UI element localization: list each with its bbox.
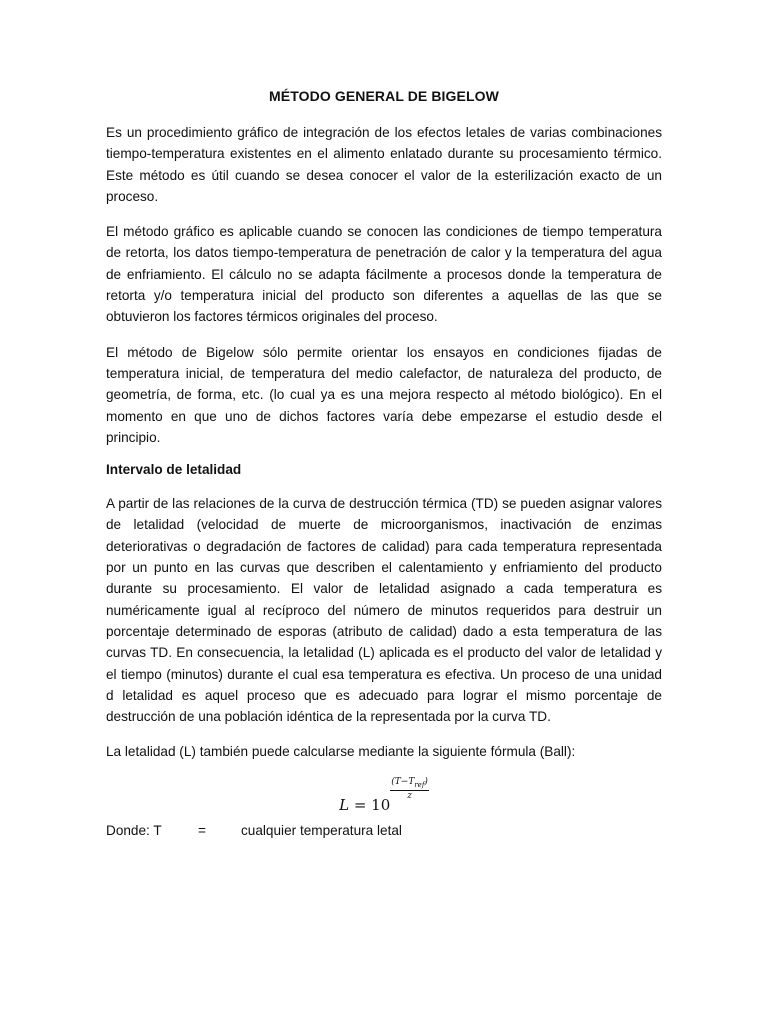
paragraph-intro: Es un procedimiento gráfico de integración de los efectos letales de varias combinaciones tiempo-temperatura existentes en el alimento enlatado durante su procesamiento térmico. Este método es útil cuando se desea conocer el valor de la esterilización exacto de un proceso. [106, 125, 662, 204]
exponent-numerator: $(T-T_{ref})$ [391, 776, 428, 789]
exponent-denominator: z [407, 790, 412, 801]
definition-equals: = [198, 822, 206, 838]
formula-base: 10 [371, 795, 391, 814]
page-title: MÉTODO GENERAL DE BIGELOW [269, 88, 499, 104]
formula-exponent [390, 777, 429, 801]
paragraph-formula-intro: La letalidad (L) también puede calcularse mediante la siguiente fórmula (Ball): [106, 744, 576, 760]
definition-label: Donde: T [106, 822, 162, 838]
paragraph-lethality: A partir de las relaciones de la curva de destrucción térmica (TD) se pueden asignar valores de letalidad (velocidad de muerte de microorganismos, inactivación de enzimas deteriorativas o degradación de factores de calidad) para cada temperatura representada por un punto en las curvas que describen el calentamiento y enfriamiento del producto durante su procesamiento. El valor de letalidad asignado a cada temperatura es numéricamente igual al recíproco del número de minutos requeridos para destruir un porcentaje determinado de esporas (atributo de calidad) dado a esta temperatura de las curvas TD. En consecuencia, la letalidad (L) aplicada es el producto del valor de letalidad y el tiempo (minutos) durante el cual esa temperatura es efectiva. Un proceso de una unidad d letalidad es aquel proceso que es adecuado para lograr el mismo porcentaje de destrucción de una población idéntica de la representada por la curva TD. [106, 496, 662, 725]
definition-line [106, 823, 662, 838]
formula-equals: = [353, 795, 367, 814]
lethality-formula [106, 776, 662, 814]
formula-lhs: L [339, 795, 350, 814]
section-heading: Intervalo de letalidad [106, 462, 242, 478]
paragraph-applicability: El método gráfico es aplicable cuando se conocen las condiciones de tiempo temperatura de retorta, los datos tiempo-temperatura de penetración de calor y la temperatura del agua de enfriamiento. El cálculo no se adapta fácilmente a procesos donde la temperatura de retorta y/o temperatura inicial del producto son diferentes a aquellas de las que se obtuvieron los factores térmicos originales del proceso. [106, 224, 662, 325]
paragraph-limitations: El método de Bigelow sólo permite orientar los ensayos en condiciones fijadas de temperatura inicial, de temperatura del medio calefactor, de naturaleza del producto, de geometría, de forma, etc. (lo cual ya es una mejora respecto al método biológico). En el momento en que uno de dichos factores varía debe empezarse el estudio desde el principio. [106, 344, 662, 445]
definition-text: cualquier temperatura letal [241, 822, 402, 838]
